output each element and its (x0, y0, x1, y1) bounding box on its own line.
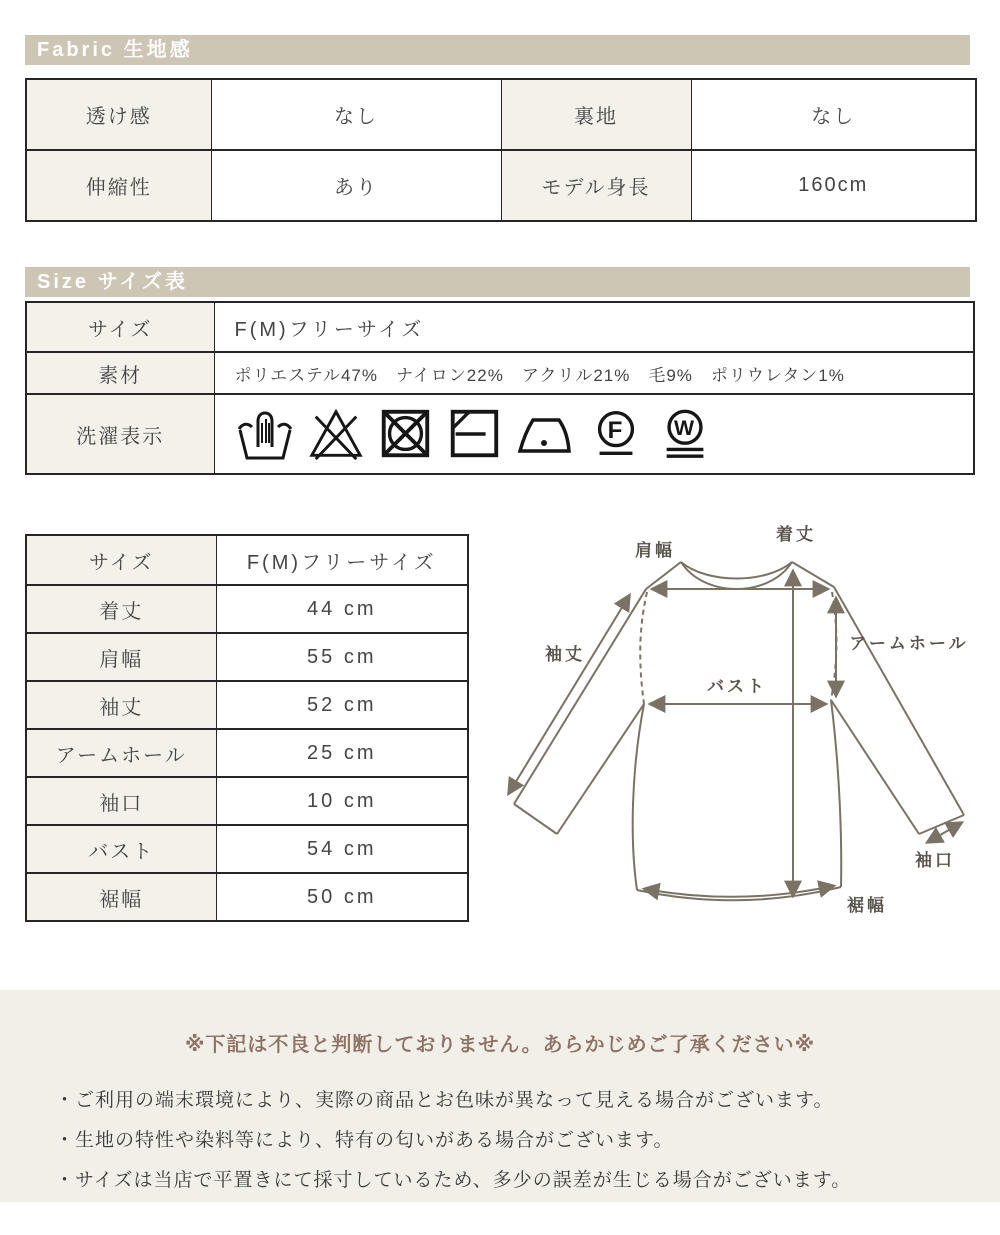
svg-text:W: W (673, 415, 696, 440)
fabric-label-sheerness: 透け感 (26, 79, 211, 150)
size-label: サイズ (26, 302, 214, 352)
measurement-section (0, 512, 1000, 942)
fabric-label-lining: 裏地 (501, 79, 691, 150)
notes-list (55, 1081, 1000, 1201)
iron-low-heat-icon (514, 405, 576, 463)
material-value: ポリエステル47% ナイロン22% アクリル21% 毛9% ポリウレタン1% (214, 352, 974, 394)
table-row (26, 681, 468, 729)
diagram-label-armhole: アームホール (849, 634, 969, 653)
do-not-bleach-icon (307, 405, 365, 463)
table-row (26, 302, 974, 352)
measure-value-cuff: 10 cm (216, 777, 468, 825)
diagram-label-cuff: 袖口 (915, 851, 955, 870)
care-label: 洗濯表示 (26, 394, 214, 474)
size-value: F(M)フリーサイズ (214, 302, 974, 352)
table-row (26, 585, 468, 633)
diagram-label-hem: 裾幅 (847, 896, 887, 915)
fabric-table (25, 78, 977, 222)
table-row (26, 873, 468, 921)
wet-clean-gentle-w-icon (656, 405, 714, 463)
table-row (26, 825, 468, 873)
diagram-label-shoulder: 肩幅 (635, 541, 675, 560)
table-row (26, 535, 468, 585)
do-not-tumble-dry-icon (376, 405, 434, 463)
list-item: ・ご利用の端末環境により、実際の商品とお色味が異なって見える場合がございます。 (55, 1090, 834, 1111)
measure-value-bust: 54 cm (216, 825, 468, 873)
table-row (26, 729, 468, 777)
measure-value-shoulder: 55 cm (216, 633, 468, 681)
notes-heading: ※下記は不良と判断しておりません。あらかじめご了承ください※ (184, 1034, 816, 1056)
list-item: ・生地の特性や染料等により、特有の匂いがある場合がございます。 (55, 1130, 674, 1151)
measure-header-label: サイズ (26, 535, 216, 585)
measure-header-value: F(M)フリーサイズ (216, 535, 468, 585)
fabric-value-lining: なし (691, 79, 976, 150)
measure-value-hem: 50 cm (216, 873, 468, 921)
care-icons-row (216, 405, 973, 463)
table-row (26, 394, 974, 474)
measure-label-shoulder: 肩幅 (26, 633, 216, 681)
svg-text:F: F (607, 416, 624, 444)
measure-label-hem: 裾幅 (26, 873, 216, 921)
diagram-label-sleeve: 袖丈 (545, 645, 585, 664)
notes-section (0, 990, 1000, 1202)
list-item: ・サイズは当店で平置きにて採寸しているため、多少の誤差が生じる場合がございます。 (55, 1170, 852, 1191)
measure-value-sleeve: 52 cm (216, 681, 468, 729)
size-section-header: Size サイズ表 (25, 267, 970, 297)
measure-label-length: 着丈 (26, 585, 216, 633)
measure-value-armhole: 25 cm (216, 729, 468, 777)
diagram-label-length: 着丈 (776, 525, 816, 544)
material-label: 素材 (26, 352, 214, 394)
measure-label-armhole: アームホール (26, 729, 216, 777)
table-row (26, 79, 976, 150)
garment-measurement-diagram (479, 512, 999, 942)
measure-label-cuff: 袖口 (26, 777, 216, 825)
table-row (26, 633, 468, 681)
fabric-value-sheerness: なし (211, 79, 501, 150)
measure-value-length: 44 cm (216, 585, 468, 633)
fabric-value-stretch: あり (211, 150, 501, 221)
fabric-label-stretch: 伸縮性 (26, 150, 211, 221)
measure-label-sleeve: 袖丈 (26, 681, 216, 729)
fabric-section-header: Fabric 生地感 (25, 35, 970, 65)
table-row (26, 352, 974, 394)
hand-wash-icon (234, 405, 296, 463)
diagram-label-bust: バスト (707, 677, 767, 696)
dry-clean-petroleum-f-icon (587, 405, 645, 463)
table-row (26, 150, 976, 221)
measurement-table (25, 534, 469, 922)
dry-flat-in-shade-icon (445, 405, 503, 463)
measure-label-bust: バスト (26, 825, 216, 873)
size-info-table (25, 301, 975, 475)
fabric-label-model-height: モデル身長 (501, 150, 691, 221)
page (0, 35, 1000, 1235)
fabric-value-model-height: 160cm (691, 150, 976, 221)
table-row (26, 777, 468, 825)
